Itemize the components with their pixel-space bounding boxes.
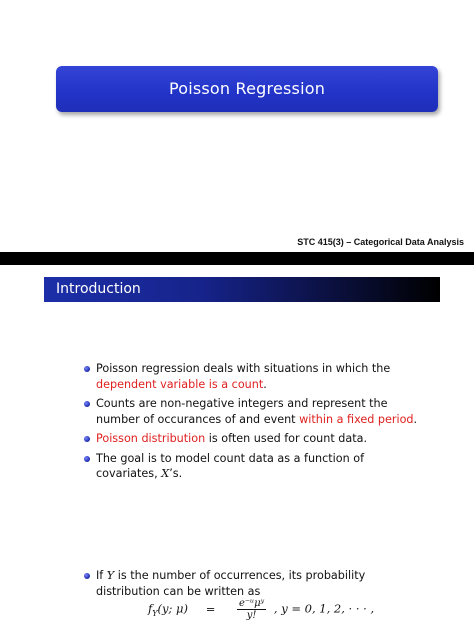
bullet-highlight: dependent variable is a count <box>96 377 264 391</box>
bullet-list <box>84 361 424 486</box>
bullet-math: X <box>161 467 170 480</box>
bullet-text-end: is the number of occurrences, its probability distribution can be written as <box>96 569 366 598</box>
bullet-text: Poisson regression deals with situations in which the <box>96 362 391 375</box>
bullet-text: Counts are non-negative integers and represent the number of occurances of and event <box>96 397 388 426</box>
bullet-item <box>84 431 424 447</box>
formula-denominator: y! <box>246 610 257 621</box>
bullet-item <box>84 451 424 482</box>
formula-numerator: e⁻ᵘμʸ <box>238 598 265 609</box>
bullet-text-end: . <box>263 377 267 391</box>
slide-title: Poisson Regression <box>168 79 326 98</box>
bullet-text-end: is often used for count data. <box>205 432 368 445</box>
bullet-icon <box>84 456 90 462</box>
bullet-item <box>84 361 424 392</box>
title-box <box>56 66 438 112</box>
formula-fraction <box>237 598 266 621</box>
bullet-text-end: ’s. <box>169 467 183 480</box>
formula-lhs-sub: Y <box>152 608 158 618</box>
bullet-math: Y <box>106 569 115 582</box>
bullet-highlight: Poisson distribution <box>96 432 206 445</box>
poisson-formula <box>148 598 374 621</box>
bullet-highlight: within a fixed period <box>299 412 414 426</box>
bullet-text-end: . <box>413 412 418 426</box>
formula-lhs: f <box>148 601 153 616</box>
slide-title-page <box>0 0 474 252</box>
bullet-item <box>84 396 424 427</box>
slide-divider <box>0 252 474 265</box>
slide-header: Introduction <box>56 281 141 297</box>
bullet-icon <box>84 436 90 442</box>
header-bar <box>44 277 440 302</box>
bullet-icon <box>84 401 90 407</box>
bullet-item <box>84 568 424 599</box>
bullet-icon <box>84 573 90 579</box>
bullet-icon <box>84 366 90 372</box>
formula-equals: = <box>205 601 216 616</box>
slide-introduction <box>0 265 474 632</box>
course-label: STC 415(3) – Categorical Data Analysis <box>297 237 464 247</box>
formula-rhs: , y = 0, 1, 2, · · · , <box>273 601 375 616</box>
bullet-text: The goal is to model count data as a function of covariates, <box>96 451 365 480</box>
bullet-text: If <box>96 569 107 582</box>
formula-lhs-args: (y; μ) <box>157 601 189 616</box>
